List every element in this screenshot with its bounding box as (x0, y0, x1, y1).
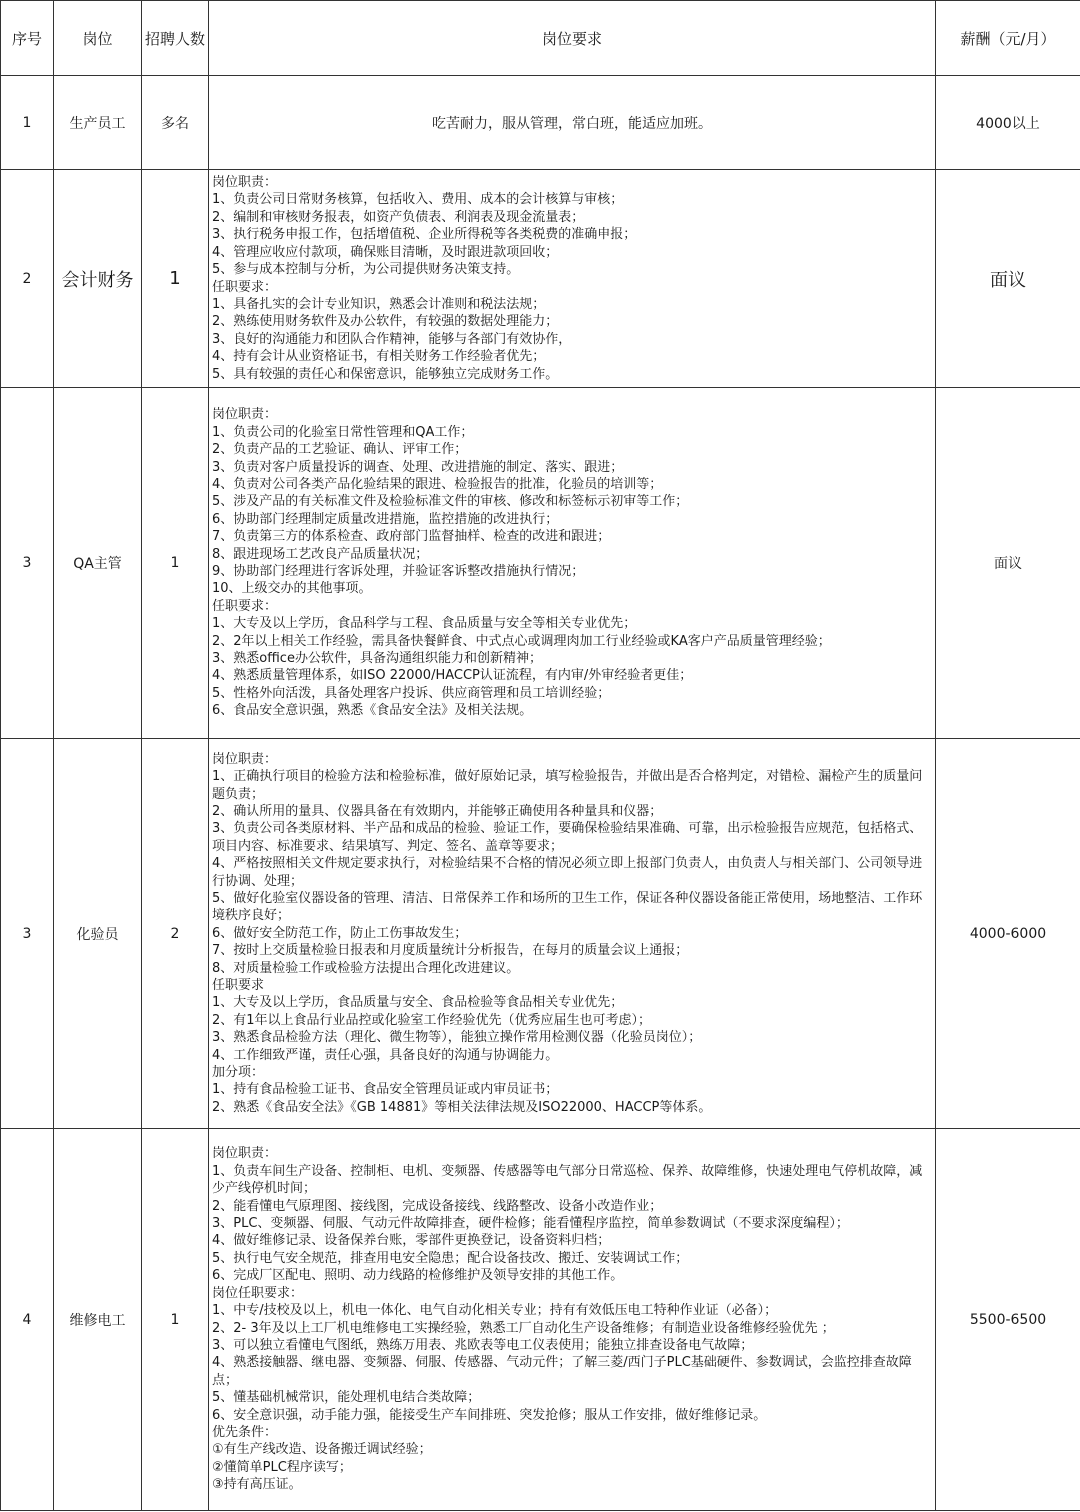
requirement-line: 1、负责公司日常财务核算，包括收入、费用、成本的会计核算与审核； (212, 192, 624, 208)
row-requirements (209, 76, 936, 170)
requirement-line: 3、良好的沟通能力和团队合作精神，能够与各部门有效协作， (212, 331, 572, 347)
requirement-line: 优先条件： (212, 1424, 278, 1440)
requirement-line: 5、涉及产品的有关标准文件及检验标准文件的审核、修改和标签标示初审等工作； (212, 494, 689, 510)
requirement-line: 6、完成厂区配电、照明、动力线路的检修维护及领导安排的其他工作。 (212, 1268, 624, 1284)
requirement-line: 1、大专及以上学历，食品质量与安全、食品检验等食品相关专业优先； (212, 995, 624, 1011)
requirement-line: 2、熟悉《食品安全法》《GB 14881》等相关法律法规及ISO22000、HACCP等体系。 (212, 1099, 712, 1115)
row-requirements (209, 1129, 936, 1511)
requirement-line: 4、工作细致严谨，责任心强，具备良好的沟通与协调能力。 (212, 1047, 559, 1063)
requirement-line: 5、执行电气安全规范，排查用电安全隐患；配合设备技改、搬迁、安装调试工作； (212, 1250, 689, 1266)
requirement-line: 3、负责公司各类原材料、半产品和成品的检验、验证工作，要确保检验结果准确、可靠，出示检验报告应规范，包括格式、项目内容、标准要求、结果填写、判定、签名、盖章等要求； (212, 821, 923, 854)
header-seq: 序号 (1, 1, 54, 76)
header-row (1, 1, 1080, 76)
requirement-line: ②懂简单PLC程序读写； (212, 1459, 352, 1475)
requirement-line: 岗位职责： (212, 751, 278, 767)
requirement-line: 4、持有会计从业资格证书，有相关财务工作经验者优先； (212, 349, 546, 365)
requirement-line: 2、2年以上相关工作经验，需具备快餐鲜食、中式点心或调理肉加工行业经验或KA客户产品质量管理经验； (212, 633, 831, 649)
row-position: 生产员工 (54, 76, 142, 170)
row-salary: 面议 (936, 170, 1080, 388)
requirement-line: 7、按时上交质量检验日报表和月度质量统计分析报告，在每月的质量会议上通报； (212, 943, 689, 959)
requirement-line: 7、负责第三方的体系检查、政府部门监督抽样、检查的改进和跟进； (212, 529, 611, 545)
row-seq: 3 (1, 388, 54, 739)
requirement-line: 3、可以独立看懂电气图纸，熟练万用表、兆欧表等电工仪表使用；能独立排查设备电气故障； (212, 1337, 754, 1353)
row-seq: 2 (1, 170, 54, 388)
requirement-line: 10、上级交办的其他事项。 (212, 581, 372, 597)
row-seq: 3 (1, 739, 54, 1129)
requirement-line: 5、懂基础机械常识，能处理机电结合类故障； (212, 1390, 481, 1406)
requirement-line: 6、安全意识强，动手能力强，能接受生产车间排班、突发抢修；服从工作安排，做好维修记录。 (212, 1407, 767, 1423)
requirement-line: 吃苦耐力，服从管理，常白班，能适应加班。 (432, 115, 712, 132)
requirement-line: 1、负责车间生产设备、控制柜、电机、变频器、传感器等电气部分日常巡检、保养、故障维修，快速处理电气停机故障，减少产线停机时间； (212, 1163, 923, 1197)
requirement-line: 岗位任职要求： (212, 1285, 304, 1301)
requirement-line: 2、能看懂电气原理图、接线图，完成设备接线、线路整改、设备小改造作业； (212, 1198, 663, 1214)
requirement-line: 3、熟悉office办公软件，具备沟通组织能力和创新精神； (212, 651, 542, 667)
requirement-line: 加分项： (212, 1065, 265, 1081)
row-count: 2 (142, 739, 209, 1129)
requirement-line: 任职要求 (212, 978, 265, 994)
requirement-line: 1、具备扎实的会计专业知识，熟悉会计准则和税法法规； (212, 296, 546, 312)
requirement-line: 1、持有食品检验工证书、食品安全管理员证或内审员证书； (212, 1082, 559, 1098)
requirement-line: 6、做好安全防范工作，防止工伤事故发生； (212, 925, 468, 941)
requirement-line: ③持有高压证。 (212, 1477, 302, 1493)
requirement-line: 岗位职责： (212, 407, 278, 423)
requirement-line: 1、中专/技校及以上，机电一体化、电气自动化相关专业；持有有效低压电工特种作业证（必备）； (212, 1303, 778, 1319)
row-count: 1 (142, 1129, 209, 1511)
requirement-line: 2、确认所用的量具、仪器具备在有效期内，并能够正确使用各种量具和仪器； (212, 803, 663, 819)
requirement-line: 2、编制和审核财务报表，如资产负债表、利润表及现金流量表； (212, 209, 585, 225)
header-salary: 薪酬（元/月） (936, 1, 1080, 76)
requirement-line: ①有生产线改造、设备搬迁调试经验； (212, 1442, 432, 1458)
row-position: 化验员 (54, 739, 142, 1129)
row-salary: 面议 (936, 388, 1080, 739)
requirement-line: 5、做好化验室仪器设备的管理、清洁、日常保养工作和场所的卫生工作，保证各种仪器设备能正常使用，场地整洁、工作环境秩序良好； (212, 890, 923, 924)
row-count: 1 (142, 170, 209, 388)
row-requirements (209, 739, 936, 1129)
requirement-line: 5、性格外向活泼，具备处理客户投诉、供应商管理和员工培训经验； (212, 685, 611, 701)
requirement-line: 4、熟悉质量管理体系，如ISO 22000/HACCP认证流程，有内审/外审经验者更佳； (212, 668, 693, 684)
requirement-line: 2、熟练使用财务软件及办公软件，有较强的数据处理能力； (212, 314, 559, 330)
row-seq: 1 (1, 76, 54, 170)
requirement-line: 4、负责对公司各类产品化验结果的跟进、检验报告的批准，化验员的培训等； (212, 476, 663, 492)
table-row (1, 388, 1080, 739)
requirement-line: 1、正确执行项目的检验方法和检验标准，做好原始记录，填写检验报告，并做出是否合格判定，对错检、漏检产生的质量问题负责； (212, 769, 923, 802)
requirement-line: 任职要求： (212, 279, 278, 295)
requirement-line: 1、大专及以上学历，食品科学与工程、食品质量与安全等相关专业优先； (212, 616, 637, 632)
requirement-line: 6、协助部门经理制定质量改进措施，监控措施的改进执行； (212, 511, 559, 527)
header-count: 招聘人数 (142, 1, 209, 76)
requirement-line: 4、做好维修记录、设备保养台账，零部件更换登记，设备资料归档； (212, 1233, 611, 1249)
row-requirements (209, 388, 936, 739)
requirement-line: 4、严格按照相关文件规定要求执行，对检验结果不合格的情况必须立即上报部门负责人，由负责人与相关部门、公司领导进行协调、处理； (212, 856, 923, 889)
requirement-line: 2、负责产品的工艺验证、确认、评审工作； (212, 442, 468, 458)
requirement-line: 8、对质量检验工作或检验方法提出合理化改进建议。 (212, 960, 520, 976)
requirement-line: 岗位职责： (212, 175, 278, 191)
requirement-line: 任职要求： (212, 598, 278, 614)
table-row (1, 739, 1080, 1129)
row-requirements (209, 170, 936, 388)
requirement-line: 2、有1年以上食品行业品控或化验室工作经验优先（优秀应届生也可考虑）； (212, 1012, 652, 1028)
requirement-line: 3、PLC、变频器、伺服、气动元件故障排查，硬件检修；能看懂程序监控，简单参数调试（不要求深度编程）； (212, 1216, 849, 1232)
row-salary: 4000-6000 (936, 739, 1080, 1129)
row-seq: 4 (1, 1129, 54, 1511)
table-row (1, 170, 1080, 388)
requirement-line: 5、参与成本控制与分析，为公司提供财务决策支持。 (212, 262, 520, 278)
requirement-line: 5、具有较强的责任心和保密意识，能够独立完成财务工作。 (212, 366, 559, 382)
requirement-line: 9、协助部门经理进行客诉处理，并验证客诉整改措施执行情况； (212, 564, 585, 579)
row-position: QA主管 (54, 388, 142, 739)
requirement-line: 3、执行税务申报工作，包括增值税、企业所得税等各类税费的准确申报； (212, 227, 637, 243)
table-row (1, 1129, 1080, 1511)
requirement-line: 1、负责公司的化验室日常性管理和QA工作； (212, 424, 474, 440)
row-position: 维修电工 (54, 1129, 142, 1511)
requirement-line: 岗位职责： (212, 1146, 278, 1162)
row-salary: 4000以上 (936, 76, 1080, 170)
requirement-line: 4、熟悉接触器、继电器、变频器、伺服、传感器、气动元件；了解三菱/西门子PLC基础硬件、参数调试，会监控排查故障点； (212, 1355, 912, 1388)
requirement-line: 8、跟进现场工艺改良产品质量状况； (212, 546, 429, 562)
header-requirements: 岗位要求 (209, 1, 936, 76)
table-row (1, 76, 1080, 170)
header-position: 岗位 (54, 1, 142, 76)
row-salary: 5500-6500 (936, 1129, 1080, 1511)
requirement-line: 3、负责对客户质量投诉的调查、处理、改进措施的制定、落实、跟进； (212, 459, 624, 475)
requirement-line: 4、管理应收应付款项，确保账目清晰，及时跟进款项回收； (212, 244, 559, 260)
requirement-line: 2、2- 3年及以上工厂机电维修电工实操经验，熟悉工厂自动化生产设备维修；有制造业设备维修经验优先 ； (212, 1320, 835, 1336)
row-count: 多名 (142, 76, 209, 170)
row-count: 1 (142, 388, 209, 739)
requirement-line: 3、熟悉食品检验方法（理化、微生物等），能独立操作常用检测仪器（化验员岗位）； (212, 1030, 702, 1046)
requirement-line: 6、食品安全意识强，熟悉《食品安全法》及相关法规。 (212, 703, 533, 719)
row-position: 会计财务 (54, 170, 142, 388)
